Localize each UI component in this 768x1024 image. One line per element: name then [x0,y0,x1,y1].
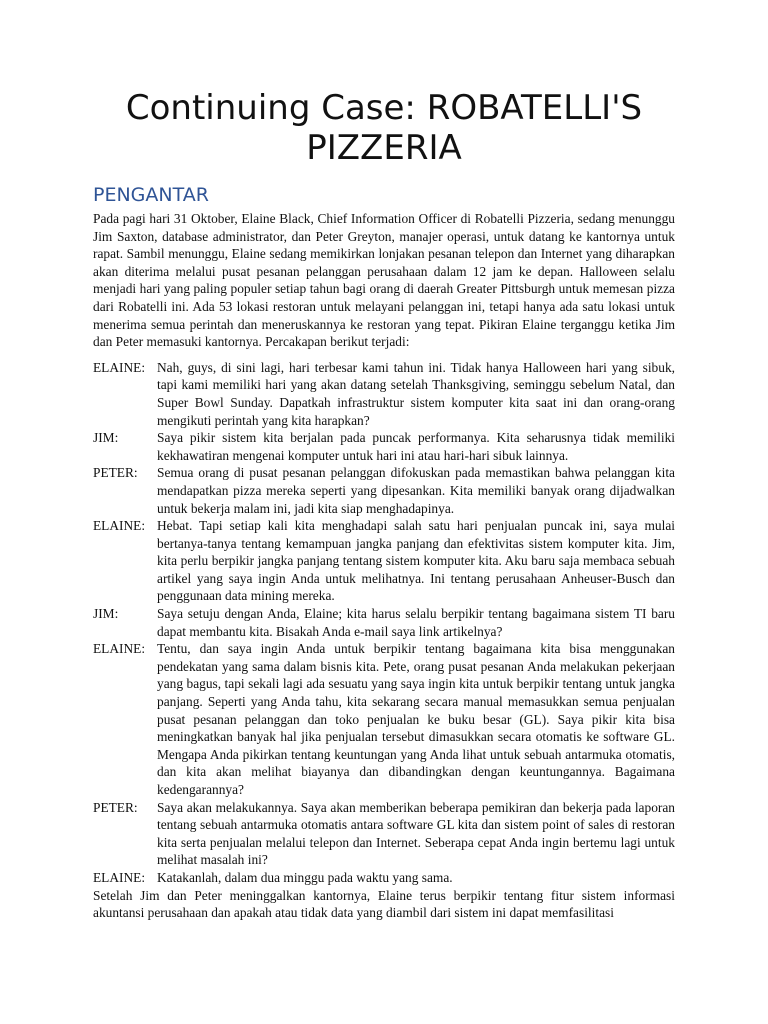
closing-paragraph: Setelah Jim dan Peter meninggalkan kantornya, Elaine terus berpikir tentang fitur sistem informasi akuntansi perusahaan dan apakah atau tidak data yang diambil dari sistem ini dapat memfasilitasi [93,887,675,921]
dialogue-line [93,799,675,869]
dialogue-line [93,640,675,798]
dialogue-line [93,429,675,464]
speaker-label: PETER: [93,465,138,481]
speaker-label: PETER: [93,799,138,815]
speech-text: Semua orang di pusat pesanan pelanggan difokuskan pada memastikan bahwa pelanggan kita mendapatkan pizza mereka seperti yang dipesankan. Kita memiliki banyak orang dijadwalkan untuk bekerja malam ini, jadi kita siap menghadapinya. [157,465,675,516]
document-page [93,0,675,922]
dialogue-line [93,464,675,517]
speech-text: Saya setuju dengan Anda, Elaine; kita harus selalu berpikir tentang bagaimana sistem TI baru dapat membantu kita. Bisakah Anda e-mail saya link artikelnya? [157,606,675,639]
speech-text: Saya pikir sistem kita berjalan pada puncak performanya. Kita seharusnya tidak memiliki kekhawatiran mengenai komputer untuk hari ini atau hari-hari sibuk lainnya. [157,430,675,463]
dialogue-line [93,605,675,640]
dialogue-line [93,359,675,429]
speech-text: Nah, guys, di sini lagi, hari terbesar kami tahun ini. Tidak hanya Halloween hari yang sibuk, tapi kami memiliki hari yang akan datang setelah Thanksgiving, seminggu sebelum Natal, dan Super Bowl Sunday. Dapatkah infrastruktur sistem komputer kita saat ini dan orang-orang mengikuti perintah yang kita harapkan? [157,359,675,428]
speaker-label: ELAINE: [93,518,146,534]
speaker-label: ELAINE: [93,359,146,375]
dialogue-line [93,517,675,605]
speaker-label: JIM: [93,430,119,446]
speech-text: Hebat. Tapi setiap kali kita menghadapi salah satu hari penjualan puncak ini, saya mulai bertanya-tanya tentang kemampuan jangka panjang dan efektivitas sistem komputer kita. Jim, kita perlu berpikir jangka panjang tentang sistem komputer kita. Aku baru saja membaca sebuah artikel yang saya ingin Anda untuk melihatnya. Ini tentang perusahaan Anheuser-Busch dan penggunaan data mining mereka. [157,518,675,604]
speaker-label: ELAINE: [93,641,146,657]
speaker-label: ELAINE: [93,869,146,885]
intro-paragraph: Pada pagi hari 31 Oktober, Elaine Black, Chief Information Officer di Robatelli Pizzeria, sedang menunggu Jim Saxton, database administrator, dan Peter Greyton, manajer operasi, untuk datang ke kantornya untuk rapat. Sambil menunggu, Elaine sedang memikirkan lonjakan pesanan telepon dan Internet yang diharapkan akan diterima melalui pusat pesanan pelanggan perusahaan dalam 12 jam ke depan. Halloween selalu menjadi hari yang paling populer setiap tahun bagi orang di daerah Greater Pittsburgh untuk memesan pizza dari Robatelli ini. Ada 53 lokasi restoran untuk melayani pelanggan ini, tetapi hanya ada satu lokasi untuk menerima semua perintah dan meneruskannya ke restoran yang tepat. Pikiran Elaine terganggu ketika Jim dan Peter memasuki kantornya. Percakapan berikut terjadi: [93,211,675,350]
dialogue-line [93,869,675,887]
speech-text: Tentu, dan saya ingin Anda untuk berpikir tentang bagaimana kita bisa menggunakan pendekatan yang sama dalam bisnis kita. Pete, orang pusat pesanan Anda melakukan pekerjaan yang bagus, tapi sekali lagi ada sesuatu yang saya ingin kita untuk berpikir tentang untuk jangka panjang. Seperti yang Anda tahu, kita sekarang secara manual memasukkan semua penjualan pusat pesanan pelanggan dan toko penjualan ke buku besar (GL). Saya pikir kita bisa meningkatkan banyak hal jika penjualan tersebut dimasukkan secara otomatis ke software GL. Mengapa Anda pikirkan tentang keuntungan yang Anda lihat untuk sebuah antarmuka otomatis, dan kita akan melihat biayanya dan dibandingkan dengan keuntungannya. Bagaimana kedengarannya? [157,641,675,797]
document-title: Continuing Case: ROBATELLI'S PIZZERIA [125,88,643,168]
dialogue [93,359,675,887]
speaker-label: JIM: [93,606,119,622]
speech-text: Katakanlah, dalam dua minggu pada waktu yang sama. [157,869,453,885]
speech-text: Saya akan melakukannya. Saya akan memberikan beberapa pemikiran dan bekerja pada laporan tentang sebuah antarmuka otomatis antara software GL kita dan sistem point of sales di restoran kita serta penjualan melalui telepon dan Internet. Seberapa cepat Anda ingin bertemu lagi untuk melihat masalah ini? [157,799,675,868]
section-heading: PENGANTAR [93,184,209,206]
